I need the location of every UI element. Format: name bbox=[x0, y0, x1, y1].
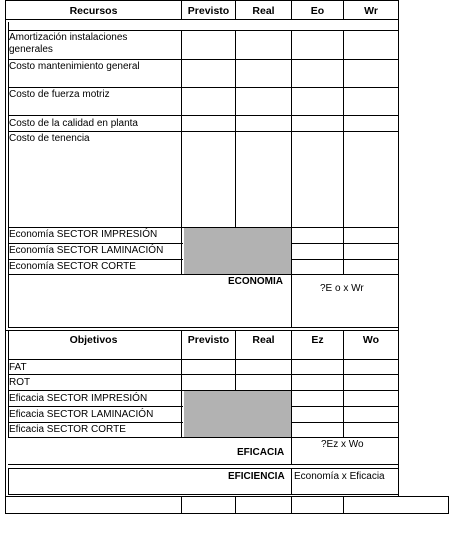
header-previsto-2: Previsto bbox=[187, 334, 230, 346]
row-label-economia-corte: Economía SECTOR CORTE bbox=[9, 261, 136, 272]
formula-eficiencia: Economía x Eficacia bbox=[294, 471, 385, 482]
row-label-mantenimiento: Costo mantenimiento general bbox=[9, 61, 140, 72]
header-wo: Wo bbox=[362, 334, 380, 346]
row-label-amortizacion: Amortización instalaciones bbox=[9, 32, 128, 43]
total-label-eficacia: EFICACIA bbox=[237, 447, 285, 458]
row-label-tenencia: Costo de tenencia bbox=[9, 133, 90, 144]
row-label-eficacia-impresion: Eficacia SECTOR IMPRESIÓN bbox=[9, 393, 148, 404]
row-label-eficacia-laminacion: Eficacia SECTOR LAMINACIÓN bbox=[9, 409, 154, 420]
total-label-economia: ECONOMIA bbox=[228, 276, 283, 287]
row-label-economia-impresion: Economía SECTOR IMPRESIÓN bbox=[9, 229, 158, 240]
header-real-2: Real bbox=[252, 334, 275, 346]
row-label-fat: FAT bbox=[9, 362, 27, 373]
header-real: Real bbox=[252, 5, 275, 17]
shaded-block-economia bbox=[184, 227, 291, 275]
header-wr: Wr bbox=[364, 5, 378, 17]
header-eo: Eo bbox=[310, 5, 325, 17]
formula-eficacia: ?Ez x Wo bbox=[321, 439, 364, 450]
total-label-eficiencia: EFICIENCIA bbox=[228, 471, 285, 482]
header-ez: Ez bbox=[311, 334, 324, 346]
shaded-block-eficacia bbox=[184, 391, 291, 438]
row-label-amortizacion-cont: generales bbox=[9, 44, 53, 55]
row-label-eficacia-corte: Eficacia SECTOR CORTE bbox=[9, 424, 126, 435]
formula-economia: ?E o x Wr bbox=[320, 283, 364, 294]
row-label-rot: ROT bbox=[9, 377, 31, 388]
header-recursos: Recursos bbox=[69, 5, 118, 17]
header-previsto: Previsto bbox=[187, 5, 230, 17]
row-label-fuerza-motriz: Costo de fuerza motriz bbox=[9, 89, 110, 100]
row-label-calidad: Costo de la calidad en planta bbox=[9, 118, 138, 129]
header-objetivos: Objetivos bbox=[69, 334, 118, 346]
row-label-economia-laminacion: Economía SECTOR LAMINACIÓN bbox=[9, 245, 164, 256]
